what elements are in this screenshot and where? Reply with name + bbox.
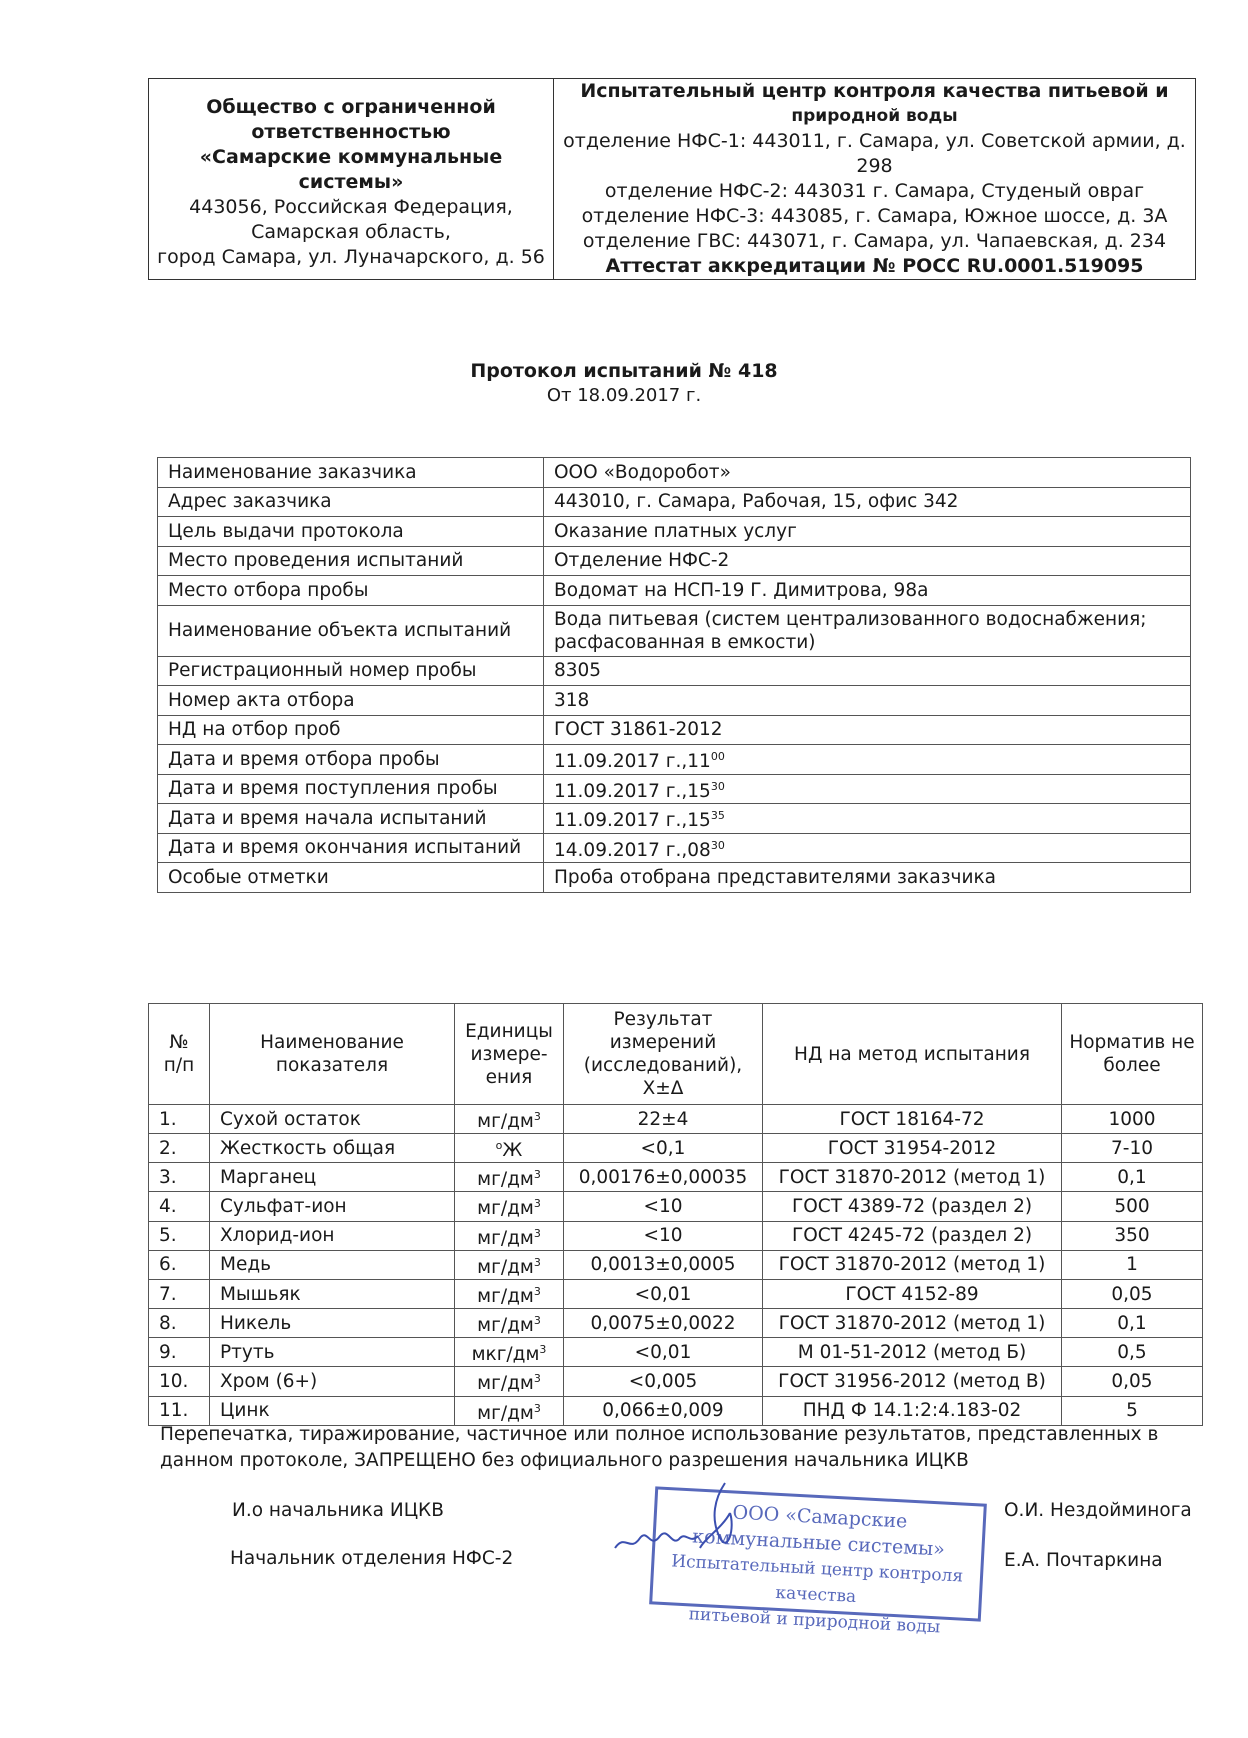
- row-result: <0,01: [564, 1338, 763, 1367]
- row-unit: [455, 1279, 564, 1308]
- header-text: (исследований),: [583, 1055, 743, 1076]
- header-text: ения: [485, 1066, 533, 1088]
- table-row: [149, 1105, 1203, 1134]
- unit-sup: 3: [533, 1255, 541, 1269]
- row-result: 0,066±0,009: [564, 1396, 763, 1425]
- table-row: [149, 1163, 1203, 1192]
- row-result: <0,005: [564, 1367, 763, 1396]
- row-method: ГОСТ 31870-2012 (метод 1): [763, 1163, 1062, 1192]
- signatory-title: И.о начальника ИЦКВ: [232, 1500, 444, 1521]
- info-label: Дата и время окончания испытаний: [158, 833, 544, 863]
- org-name-line: ответственностью: [251, 121, 451, 143]
- table-row: [149, 1309, 1203, 1338]
- lab-address-line: отделение НФС-1: 443011, г. Самара, ул. Советской армии, д.: [563, 130, 1186, 152]
- unit-sup: 3: [539, 1343, 547, 1357]
- info-label: НД на отбор проб: [158, 715, 544, 745]
- unit-sup: 3: [533, 1197, 541, 1211]
- unit-text: мг/дм: [477, 1227, 534, 1249]
- unit-text: мг/дм: [477, 1111, 534, 1133]
- header-text: Норматив не: [1069, 1032, 1195, 1053]
- signatory-name: О.И. Нездойминога: [1004, 1500, 1192, 1521]
- row-norm: 0,05: [1062, 1367, 1203, 1396]
- unit-text: Ж: [502, 1140, 523, 1162]
- info-value: Оказание платных услуг: [544, 517, 1191, 547]
- row-norm: 350: [1062, 1221, 1203, 1250]
- table-row: [158, 745, 1191, 775]
- row-result: <10: [564, 1192, 763, 1221]
- protocol-date: От 18.09.2017 г.: [546, 385, 702, 406]
- row-number: 6.: [149, 1250, 210, 1279]
- row-indicator: Сухой остаток: [210, 1105, 455, 1134]
- table-row: [158, 686, 1191, 716]
- unit-text: мг/дм: [477, 1373, 534, 1395]
- info-label: Дата и время начала испытаний: [158, 804, 544, 834]
- row-number: 11.: [149, 1396, 210, 1425]
- table-row: [149, 1134, 1203, 1163]
- info-label: Регистрационный номер пробы: [158, 656, 544, 686]
- info-value: 8305: [544, 656, 1191, 686]
- unit-text: мг/дм: [477, 1256, 534, 1278]
- info-value: [544, 833, 1191, 863]
- row-indicator: Марганец: [210, 1163, 455, 1192]
- row-number: 1.: [149, 1105, 210, 1134]
- info-value: Отделение НФС-2: [544, 546, 1191, 576]
- info-label: Цель выдачи протокола: [158, 517, 544, 547]
- table-row: [158, 715, 1191, 745]
- row-unit: [455, 1163, 564, 1192]
- col-header-result: [564, 1004, 763, 1105]
- info-label: Наименование объекта испытаний: [158, 605, 544, 656]
- row-unit: [455, 1105, 564, 1134]
- unit-text: мкг/дм: [471, 1344, 540, 1366]
- table-row: [158, 804, 1191, 834]
- info-label: Особые отметки: [158, 863, 544, 893]
- table-row: [158, 458, 1191, 488]
- unit-text: мг/дм: [477, 1315, 534, 1337]
- unit-text: мг/дм: [477, 1198, 534, 1220]
- row-indicator: Сульфат-ион: [210, 1192, 455, 1221]
- unit-sup: 3: [533, 1226, 541, 1240]
- disclaimer-line: данном протоколе, ЗАПРЕЩЕНО без официального разрешения начальника ИЦКВ: [160, 1450, 969, 1471]
- unit-sup: 3: [533, 1284, 541, 1298]
- row-unit: [455, 1338, 564, 1367]
- row-norm: 0,5: [1062, 1338, 1203, 1367]
- unit-sup: 3: [533, 1110, 541, 1123]
- table-row: [158, 833, 1191, 863]
- info-label: Адрес заказчика: [158, 487, 544, 517]
- info-value: [544, 605, 1191, 656]
- row-method: ГОСТ 4245-72 (раздел 2): [763, 1221, 1062, 1250]
- unit-sup: 3: [533, 1372, 541, 1386]
- row-number: 3.: [149, 1163, 210, 1192]
- lab-block: [554, 79, 1195, 279]
- organization-block: [149, 79, 554, 279]
- table-row: [158, 576, 1191, 606]
- table-header-row: [149, 1004, 1203, 1105]
- row-indicator: Хлорид-ион: [210, 1221, 455, 1250]
- row-number: 2.: [149, 1134, 210, 1163]
- row-number: 10.: [149, 1367, 210, 1396]
- signatory-title: Начальник отделения НФС-2: [230, 1548, 514, 1569]
- signatory-name: Е.А. Почтаркина: [1004, 1550, 1163, 1571]
- info-value: ГОСТ 31861-2012: [544, 715, 1191, 745]
- info-label: Номер акта отбора: [158, 686, 544, 716]
- org-address-line: Самарская область,: [251, 221, 451, 243]
- info-label: Наименование заказчика: [158, 458, 544, 488]
- lab-address-line: отделение НФС-2: 443031 г. Самара, Студеный овраг: [604, 180, 1145, 202]
- row-norm: 5: [1062, 1396, 1203, 1425]
- row-indicator: Хром (6+): [210, 1367, 455, 1396]
- row-unit: [455, 1221, 564, 1250]
- row-indicator: Мышьяк: [210, 1279, 455, 1308]
- table-row: [149, 1192, 1203, 1221]
- row-method: ПНД Ф 14.1:2:4.183-02: [763, 1396, 1062, 1425]
- org-name-line: системы»: [298, 171, 404, 193]
- row-indicator: Ртуть: [210, 1338, 455, 1367]
- table-row: [158, 487, 1191, 517]
- table-row: [158, 546, 1191, 576]
- unit-sup: 3: [533, 1314, 541, 1328]
- lab-address-line: 298: [856, 155, 893, 177]
- info-time-minutes: 35: [710, 809, 725, 823]
- row-number: 4.: [149, 1192, 210, 1221]
- info-value: Проба отобрана представителями заказчика: [544, 863, 1191, 893]
- table-row: [158, 517, 1191, 547]
- lab-address-line: отделение ГВС: 443071, г. Самара, ул. Чапаевская, д. 234: [582, 230, 1167, 252]
- header-text: измерений: [609, 1032, 717, 1053]
- lab-name-cont: природной воды: [791, 106, 958, 126]
- info-value-line: Вода питьевая (систем централизованного водоснабжения;: [554, 608, 1147, 630]
- row-result: 22±4: [564, 1105, 763, 1134]
- row-norm: 500: [1062, 1192, 1203, 1221]
- table-row: [158, 656, 1191, 686]
- row-number: 9.: [149, 1338, 210, 1367]
- org-name-line: Общество с ограниченной: [206, 96, 496, 118]
- stamp-line: питьевой и природной воды: [688, 1604, 941, 1638]
- table-row: [149, 1396, 1203, 1425]
- row-norm: 1: [1062, 1250, 1203, 1279]
- unit-text: мг/дм: [477, 1402, 534, 1424]
- row-method: ГОСТ 31870-2012 (метод 1): [763, 1250, 1062, 1279]
- row-result: <0,1: [564, 1134, 763, 1163]
- row-method: ГОСТ 18164-72: [763, 1105, 1062, 1134]
- row-result: <10: [564, 1221, 763, 1250]
- lab-name: Испытательный центр контроля качества питьевой и: [580, 80, 1169, 102]
- lab-address-line: отделение НФС-3: 443085, г. Самара, Южное шоссе, д. 3А: [581, 205, 1168, 227]
- unit-sup: 3: [533, 1401, 541, 1415]
- header-text: более: [1103, 1055, 1161, 1076]
- header-text: п/п: [163, 1055, 195, 1076]
- info-time-minutes: 30: [710, 838, 725, 852]
- header-text: измере-: [470, 1043, 548, 1065]
- row-indicator: Медь: [210, 1250, 455, 1279]
- row-norm: 0,1: [1062, 1163, 1203, 1192]
- row-unit: [455, 1396, 564, 1425]
- table-row: [149, 1221, 1203, 1250]
- header-text: Результат: [613, 1009, 713, 1030]
- row-result: 0,00176±0,00035: [564, 1163, 763, 1192]
- col-header-name: [210, 1004, 455, 1105]
- info-value: [544, 804, 1191, 834]
- header-text: №: [169, 1032, 189, 1053]
- col-header-method: [763, 1004, 1062, 1105]
- row-indicator: Цинк: [210, 1396, 455, 1425]
- info-label: Дата и время поступления пробы: [158, 774, 544, 804]
- info-label: Место проведения испытаний: [158, 546, 544, 576]
- row-unit: [455, 1250, 564, 1279]
- title-block: [0, 358, 1248, 408]
- unit-degree: о: [495, 1139, 503, 1153]
- disclaimer-line: Перепечатка, тиражирование, частичное или полное использование результатов, представленных в: [160, 1424, 1159, 1445]
- row-method: ГОСТ 4152-89: [763, 1279, 1062, 1308]
- header-box: [148, 78, 1196, 280]
- stamp-line: Испытательный центр контроля качества: [670, 1551, 964, 1608]
- row-unit: [455, 1134, 564, 1163]
- row-result: <0,01: [564, 1279, 763, 1308]
- col-header-unit: [455, 1004, 564, 1105]
- row-indicator: Жесткость общая: [210, 1134, 455, 1163]
- row-result: 0,0075±0,0022: [564, 1309, 763, 1338]
- unit-sup: 3: [533, 1168, 541, 1182]
- row-unit: [455, 1367, 564, 1396]
- row-number: 8.: [149, 1309, 210, 1338]
- info-value: 318: [544, 686, 1191, 716]
- row-method: М 01-51-2012 (метод Б): [763, 1338, 1062, 1367]
- info-value: [544, 745, 1191, 775]
- table-row: [149, 1338, 1203, 1367]
- row-number: 7.: [149, 1279, 210, 1308]
- table-row: [158, 863, 1191, 893]
- info-value: ООО «Водоробот»: [544, 458, 1191, 488]
- row-method: ГОСТ 31956-2012 (метод В): [763, 1367, 1062, 1396]
- org-address-line: 443056, Российская Федерация,: [189, 196, 513, 218]
- header-text: Единицы: [465, 1020, 553, 1042]
- row-norm: 0,05: [1062, 1279, 1203, 1308]
- info-date: 11.09.2017 г.,11: [554, 751, 711, 773]
- table-row: [158, 605, 1191, 656]
- row-indicator: Никель: [210, 1309, 455, 1338]
- info-label: Место отбора пробы: [158, 576, 544, 606]
- table-row: [149, 1279, 1203, 1308]
- info-value: 443010, г. Самара, Рабочая, 15, офис 342: [544, 487, 1191, 517]
- info-time-minutes: 00: [710, 750, 725, 764]
- col-header-norm: [1062, 1004, 1203, 1105]
- row-number: 5.: [149, 1221, 210, 1250]
- disclaimer: [160, 1422, 1160, 1474]
- row-method: ГОСТ 31954-2012: [763, 1134, 1062, 1163]
- row-norm: 1000: [1062, 1105, 1203, 1134]
- unit-text: мг/дм: [477, 1286, 534, 1308]
- row-norm: 7-10: [1062, 1134, 1203, 1163]
- info-value: [544, 774, 1191, 804]
- org-address-line: город Самара, ул. Луначарского, д. 56: [157, 246, 545, 268]
- accreditation: Аттестат аккредитации № РОСС RU.0001.519095: [605, 255, 1144, 277]
- page-title: Протокол испытаний № 418: [470, 360, 778, 382]
- info-label: Дата и время отбора пробы: [158, 745, 544, 775]
- table-row: [158, 774, 1191, 804]
- row-unit: [455, 1192, 564, 1221]
- info-time-minutes: 30: [710, 779, 725, 793]
- row-method: ГОСТ 31870-2012 (метод 1): [763, 1309, 1062, 1338]
- table-row: [149, 1250, 1203, 1279]
- table-row: [149, 1367, 1203, 1396]
- info-date: 14.09.2017 г.,08: [554, 839, 711, 861]
- org-name-line: «Самарские коммунальные: [199, 146, 503, 168]
- info-value: Водомат на НСП-19 Г. Димитрова, 98а: [544, 576, 1191, 606]
- row-method: ГОСТ 4389-72 (раздел 2): [763, 1192, 1062, 1221]
- col-header-number: [149, 1004, 210, 1105]
- header-text: показателя: [275, 1055, 389, 1076]
- row-result: 0,0013±0,0005: [564, 1250, 763, 1279]
- stamp-line: ООО «Самарские коммунальные системы»: [691, 1501, 946, 1561]
- info-date: 11.09.2017 г.,15: [554, 780, 711, 802]
- sample-info-table: [157, 457, 1191, 893]
- row-norm: 0,1: [1062, 1309, 1203, 1338]
- row-unit: [455, 1309, 564, 1338]
- unit-text: мг/дм: [477, 1169, 534, 1191]
- info-value-line: расфасованная в емкости): [554, 631, 816, 653]
- header-text: НД на метод испытания: [794, 1043, 1030, 1065]
- stamp: [649, 1486, 987, 1638]
- info-date: 11.09.2017 г.,15: [554, 810, 711, 832]
- results-table: [148, 1003, 1203, 1426]
- header-text: Х±Δ: [642, 1078, 684, 1099]
- header-text: Наименование: [260, 1032, 404, 1053]
